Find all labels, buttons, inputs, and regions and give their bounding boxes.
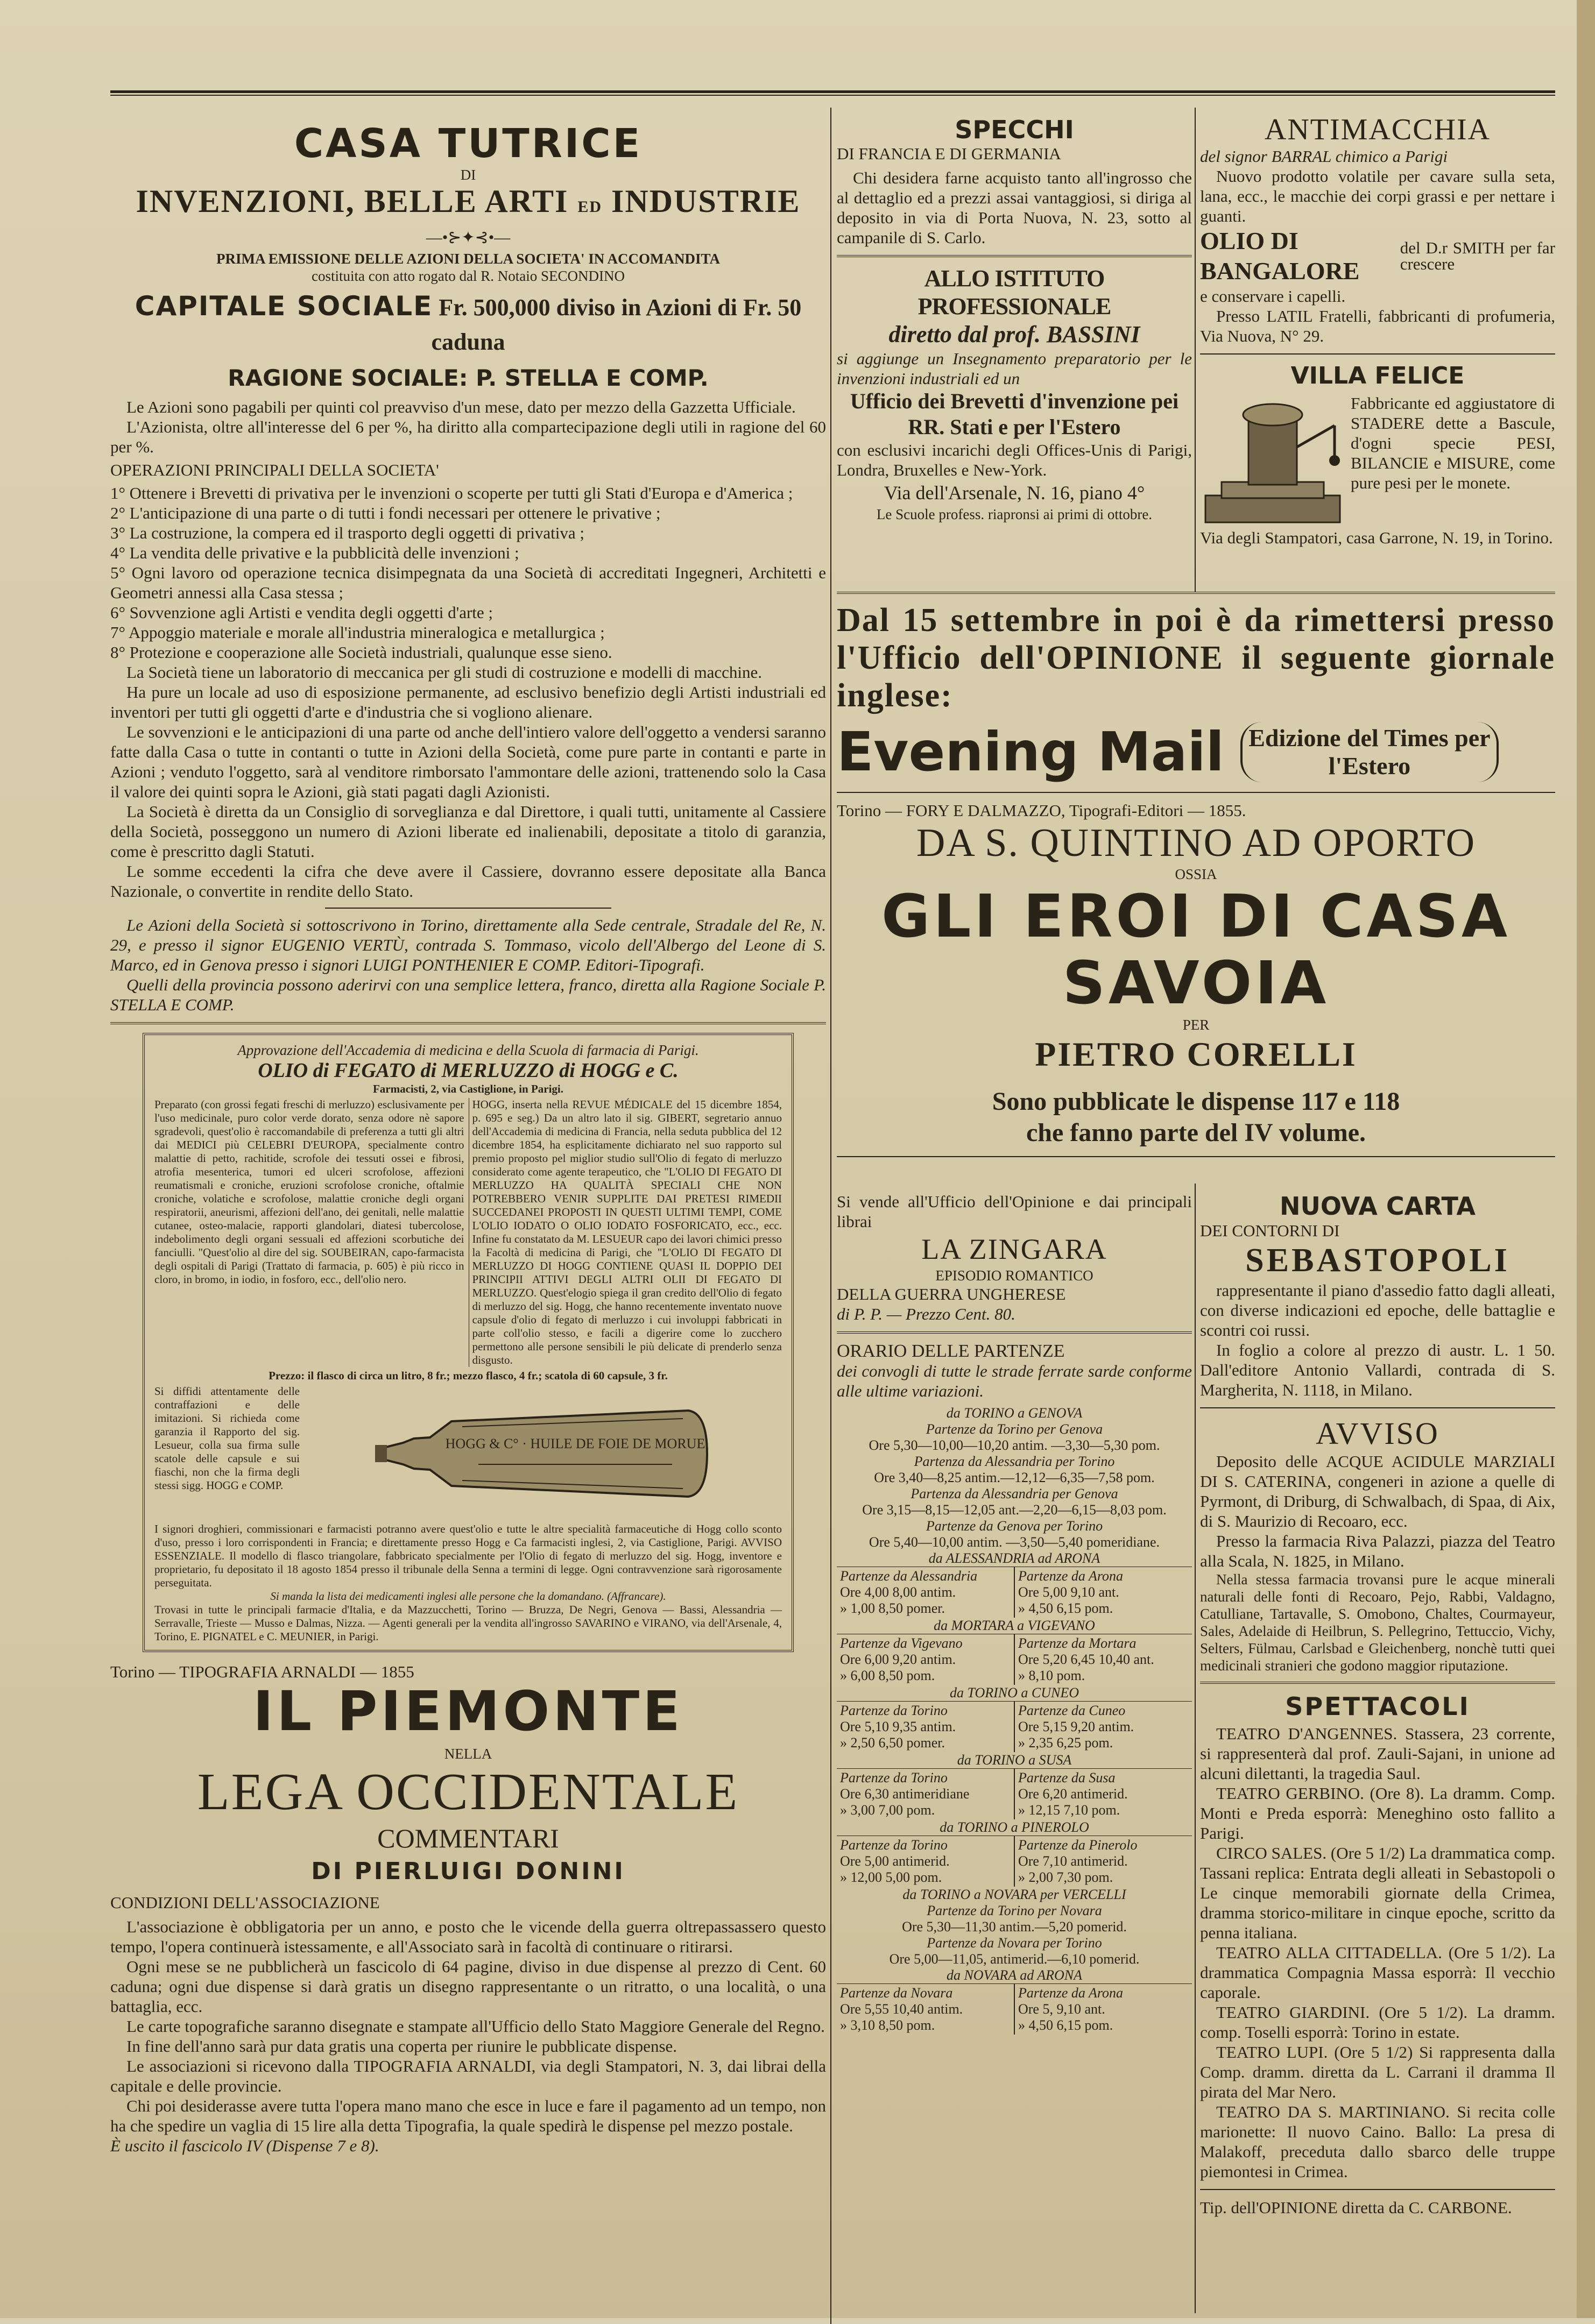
spettacoli-item: TEATRO LUPI. (Ore 5 1/2) Si rappresenta dalla Comp. dramm. diretta da L. Carrani il dramma Il pirata del Mar Nero. [1200, 2043, 1555, 2101]
istituto-text2: con esclusivi incarichi degli Offices-Unis di Parigi, Londra, Bruxelles e New-York. [837, 441, 1192, 479]
casa-ops-list [110, 483, 826, 662]
casa-di: DI [460, 167, 476, 183]
train-head: da TORINO a PINEROLO [940, 1819, 1089, 1835]
casa-capital [110, 289, 826, 359]
olio-list: Si manda la lista dei medicamenti inglesi alle persone che la domandano. (Affrancare). [270, 1590, 666, 1603]
train-section [837, 1752, 1192, 1819]
train-split [837, 1634, 1192, 1685]
train-line: Ore 5,30—10,00—10,20 antim. —3,30—5,30 pom. [869, 1437, 1160, 1453]
piemonte-conditions: CONDIZIONI DELL'ASSOCIAZIONE [110, 1893, 380, 1912]
train-split [837, 1701, 1192, 1752]
divider [1200, 2189, 1555, 2190]
specchi-text: Chi desidera farne acquisto tanto all'ingrosso che al dettaglio ed a prezzi assai vantaggiosi, si diriga al deposito in via di Porta Nuova, N. 23, sotto al campanile di S. Carlo. [837, 168, 1192, 247]
casa-op: 4° La vendita delle privative e la pubblicità delle invenzioni ; [110, 543, 519, 562]
quintino-author: PIETRO CORELLI [1035, 1035, 1357, 1073]
casa-notary: costituita con atto rogato dal R. Notaio SECONDINO [312, 268, 625, 284]
capital-text: Fr. 500,000 diviso in Azioni di Fr. 50 caduna [431, 294, 802, 355]
casa-op: 7° Appoggio materiale e morale all'industria mineralogica e metallurgica ; [110, 623, 605, 642]
antimacchia-title: ANTIMACCHIA [1264, 113, 1491, 146]
scale-illustration [1200, 393, 1345, 528]
train-left: Partenze da Alessandria [840, 1568, 978, 1584]
istituto-note: Le Scuole profess. riapronsi ai primi di ottobre. [876, 506, 1153, 522]
olio-bottle-row [154, 1385, 782, 1522]
train-left: » 12,00 5,00 pom. [840, 1869, 942, 1885]
train-left: » 2,50 6,50 pomer. [840, 1735, 945, 1751]
train-right: Partenze da Cuneo [1018, 1703, 1126, 1718]
casa-p3: La Società tiene un laboratorio di meccanica per gli studi di costruzione e modelli di macchine. [126, 663, 763, 682]
olio-bottom: I signori droghieri, commissionari e farmacisti potranno avere quest'olio e tutte le altre specialità farmaceutiche di Hogg collo sconto d'uso, presso i loro corrispondenti in Francia; e direttamente presso Hogg e Ca farmacisti inglesi, 2, via Castiglione, Parigi. AVVISO ESSENZIALE. Il modello di flasco triangolare, fabbricato specialmente per l'Olio di fegato di merluzzo del sig. Hogg, inventore e proprietario, fu depositato il 18 agosto 1854 presso il tribunale della Senna a termini di legge. Ogni contravvenzione sarà rigorosamente perseguitata. [154, 1522, 782, 1589]
casa-op: 8° Protezione e cooperazione alle Società industriali, qualunque esse sieno. [110, 643, 612, 662]
casa-op: 3° La costruzione, la compera ed il trasporto degli oggetti di privativa ; [110, 523, 584, 542]
piemonte-para: Ogni mese se ne pubblicherà un fascicolo di 64 pagine, diviso in due dispense al prezzo di Cent. 60 caduna; ogni due dispense si darà gratis un disegno rappresentante o un ritratto, o una località, o una battaglia, ecc. [110, 1957, 826, 2016]
column-right-lower [1200, 1192, 1555, 2217]
quintino-title: DA S. QUINTINO AD OPORTO [916, 821, 1476, 865]
casa-p9: Quelli della provincia possono aderirvi con una semplice lettera, franco, diretta alla Ragione Sociale P. STELLA E COMP. [110, 975, 826, 1014]
antimacchia-text: Nuovo prodotto volatile per cavare sulla seta, lana, ecc., le macchie dei corpi grassi e per nettare i guanti. [1200, 167, 1555, 225]
quintino-pub2: che fanno parte del IV volume. [1026, 1118, 1366, 1147]
column-right-top [1200, 113, 1555, 548]
train-right: Ore 5,00 9,10 ant. [1018, 1584, 1119, 1600]
zingara-sub2: DELLA GUERRA UNGHERESE [837, 1285, 1066, 1303]
orario-title: ORARIO DELLE PARTENZE [837, 1341, 1065, 1361]
villa-address: Via degli Stampatori, casa Garrone, N. 19, in Torino. [1200, 528, 1553, 547]
train-right: Partenze da Susa [1018, 1770, 1116, 1785]
column-middle-lower [837, 1192, 1192, 2035]
page-edge [1577, 0, 1595, 2318]
carta-text: rappresentante il piano d'assedio fatto dagli alleati, con diverse indicazioni ed epoche, delle battaglie e scontri coi russi. [1200, 1281, 1555, 1340]
casa-p5: Le sovvenzioni e le anticipazioni di una parte od anche dell'intiero valore dell'oggetto a vendersi saranno fatte dalla Casa o tutte in contanti o tutte in Azioni della Società, come pure parte in contanti e parte in Azioni ; venduto l'oggetto, sarà al venditore rimborsato l'ammontare delle azioni, trattenendo solo la Casa il valore dei quinti sopra le Azioni, già stati pagati dagli Azionisti. [110, 722, 826, 801]
train-line: Ore 5,30—11,30 antim.—5,20 pomerid. [902, 1919, 1127, 1935]
train-right: Ore 5, 9,10 ant. [1018, 2001, 1105, 2017]
casa-p2: L'Azionista, oltre all'interesse del 6 per %, ha diritto alla compartecipazione degli utili in ragione del 60 per %. [110, 417, 826, 456]
casa-subtitle-ed: ED [577, 198, 603, 216]
train-left: Ore 5,55 10,40 antim. [840, 2001, 963, 2017]
casa-op: 1° Ottenere i Brevetti di privativa per le invenzioni o scoperte per tutti gli Stati d'Europa e d'America ; [110, 484, 793, 502]
olio-title: OLIO di FEGATO di MERLUZZO di HOGG e C. [258, 1059, 679, 1082]
carta-place: SEBASTOPOLI [1245, 1242, 1510, 1279]
divider [1200, 1407, 1555, 1408]
train-left: » 6,00 8,50 pom. [840, 1668, 935, 1683]
piemonte-nella: NELLA [444, 1746, 492, 1762]
casa-p8: Le Azioni della Società si sottoscrivono in Torino, direttamente alla Sede centrale, Stradale del Re, N. 29, e presso il signor EUGENIO VERTÙ, contrada S. Tommaso, vicolo dell'Albergo del Leone di S. Marco, ed in Genova presso i signori LUIGI PONTHENIER E COMP. Editori-Tipografi. [110, 916, 826, 974]
casa-subtitle-b: INDUSTRIE [611, 183, 801, 219]
train-line: Ore 3,15—8,15—12,05 ant.—2,20—6,15—8,03 pom. [862, 1502, 1167, 1518]
casa-p1: Le Azioni sono pagabili per quinti col preavviso d'un mese, dato per mezzo della Gazzetta Ufficiale. [126, 398, 796, 416]
olio-subtitle: Farmacisti, 2, via Castiglione, in Parigi. [372, 1082, 564, 1095]
train-line: Ore 5,00—11,05, antimerid.—6,10 pomerid. [889, 1951, 1140, 1967]
olio-advert [143, 1033, 794, 1652]
quintino-ossia: OSSIA [1175, 866, 1217, 882]
divider [110, 1022, 826, 1024]
quintino-imprint: Torino — FORY E DALMAZZO, Tipografi-Editori — 1855. [837, 801, 1246, 820]
casa-op: 2° L'anticipazione di una parte o di tutti i fondi necessari per ottenere le privative ; [110, 504, 661, 522]
capital-label: CAPITALE SOCIALE [135, 290, 433, 322]
istituto-ufficio: Ufficio dei Brevetti d'invenzione pei RR. Stati e per l'Estero [850, 389, 1179, 439]
piemonte-para: L'associazione è obbligatoria per un anno, e posto che le vicende della guerra oltrepassassero questo tempo, l'opera continuerà istessamente, e all'Associato sarà in facoltà di continuare o ritirarsi. [110, 1917, 826, 1956]
divider [837, 792, 1555, 793]
bangalore-title: OLIO DI BANGALORE [1200, 227, 1360, 285]
train-head: da TORINO a CUNEO [949, 1685, 1079, 1701]
train-right: » 4,50 6,15 pom. [1018, 2017, 1113, 2033]
train-line: Ore 5,40—10,00 antim. —3,50—5,40 pomeridiane. [869, 1534, 1160, 1550]
train-left: Partenze da Novara [840, 1985, 953, 2001]
piemonte-para: In fine dell'anno sarà pur data gratis una coperta per riunire le pubblicate dispense. [126, 2037, 677, 2056]
train-right: Ore 5,15 9,20 antim. [1018, 1719, 1134, 1734]
carta-title: NUOVA CARTA [1280, 1192, 1476, 1221]
antimacchia-by: del signor BARRAL chimico a Parigi [1200, 147, 1448, 166]
spettacoli-item: TEATRO D'ANGENNES. Stassera, 23 corrente, si rappresenterà dal prof. Zauli-Sajani, in unione ad alcuni dilettanti, la tragedia Saul. [1200, 1724, 1555, 1783]
train-right: » 12,15 7,10 pom. [1018, 1802, 1120, 1818]
train-head: da NOVARA ad ARONA [946, 1967, 1083, 1983]
casa-subtitle [110, 183, 826, 225]
casa-op: 5° Ogni lavoro od operazione tecnica disimpegnata da una Società di accreditati Ingegneri, Architetti e Geometri annessi alla Casa stessa ; [110, 563, 826, 602]
column-left [110, 121, 826, 2156]
footer-imprint: Tip. dell'OPINIONE diretta da C. CARBONE. [1200, 2198, 1512, 2217]
train-line: Ore 3,40—8,25 antim.—12,12—6,35—7,58 pom. [874, 1470, 1155, 1485]
ornament: —•⊱✦⊰•— [426, 229, 511, 246]
casa-ragione: RAGIONE SOCIALE: P. STELLA E COMP. [228, 365, 709, 391]
train-head: da MORTARA a VIGEVANO [934, 1618, 1095, 1633]
train-head: da ALESSANDRIA ad ARONA [928, 1550, 1100, 1566]
divider [837, 255, 1192, 257]
train-left: Ore 6,30 antimeridiane [840, 1786, 970, 1802]
train-left: » 3,00 7,00 pom. [840, 1802, 935, 1818]
quintino-eroi: GLI EROI DI CASA SAVOIA [881, 882, 1511, 1017]
avviso-text: Deposito delle ACQUE ACIDULE MARZIALI DI S. CATERINA, congeneri in azione a quelle di Pyrmont, di Driburg, di Schwalbach, di Spaa, di Aix, di S. Maurizio di Recoaro, ecc. [1200, 1452, 1555, 1531]
olio-col1: Preparato (con grossi fegati freschi di merluzzo) esclusivamente per l'uso medicinale, puro color verde dorato, senza odore nè sapore sgradevoli, quest'olio è raccomandabile di preferenza a tutti gli altri dai MEDICI più CELEBRI D'EUROPA, specialmente contro malattie di petto, rachitide, scrofole dei tessuti ossei e fibrosi, atrofia mesenterica, tumori ed ulceri scrofolose, affezioni reumatismali e croniche, eruzioni scrofolose croniche, oftalmie croniche, volatiche e scrofolose, malattie croniche degli organi respiratorii, aneurismi, affezioni dell'ano, dei genitali, nelle malattie cutanee, osteo-malacie, rapporti glandolari, diatesi tubercolose, indebolimento degli organi sessuali ed affezioni scorbutiche dei fanciulli. "Quest'olio al dire del sig. SOUBEIRAN, capo-farmacista degli ospitali di Parigi (Trattato di farmacia, p. 605) è più ricco in cloro, in bromo, in iodio, in fosforo, ecc., dell'olio nero. [154, 1098, 464, 1286]
divider [837, 1156, 1555, 1157]
olio-approval: Approvazione dell'Accademia di medicina e della Scuola di farmacia di Parigi. [237, 1042, 699, 1058]
train-section [837, 1887, 1192, 1967]
zingara-title: LA ZINGARA [921, 1233, 1107, 1265]
train-left: » 3,10 8,50 pom. [840, 2017, 935, 2033]
train-split [837, 1567, 1192, 1618]
specchi-title: SPECCHI [955, 115, 1074, 144]
quintino-pub1: Sono pubblicate le dispense 117 e 118 [992, 1087, 1400, 1116]
train-section [837, 1967, 1192, 2035]
train-left: Partenze da Torino [840, 1770, 948, 1785]
column-middle-top [837, 116, 1192, 523]
piemonte-author: DI PIERLUIGI DONINI [311, 1858, 625, 1885]
casa-subtitle-a: INVENZIONI, BELLE ARTI [136, 183, 569, 219]
divider [837, 592, 1555, 594]
spettacoli-item: TEATRO ALLA CITTADELLA. (Ore 5 1/2). La drammatica Compagnia Massa esporrà: Il vecchio caporale. [1200, 1943, 1555, 2002]
train-line: Partenza da Alessandria per Genova [911, 1486, 1118, 1501]
divider [837, 1331, 1192, 1334]
casa-op: 6° Sovvenzione agli Artisti e vendita degli oggetti d'arte ; [110, 603, 493, 622]
train-right: Ore 5,20 6,45 10,40 ant. [1018, 1652, 1154, 1667]
casa-p7: Le somme eccedenti la cifra che deve avere il Cassiere, dovranno essere depositate alla Banca Nazionale, o convertite in rendite dello Stato. [110, 862, 826, 901]
train-section [837, 1618, 1192, 1685]
piemonte-lega: LEGA OCCIDENTALE [197, 1763, 739, 1821]
istituto-title: ALLO ISTITUTO PROFESSIONALE [918, 265, 1111, 320]
bottle-label: HOGG & C° · HUILE DE FOIE DE MORUE [445, 1436, 705, 1451]
zingara-intro: Si vende all'Ufficio dell'Opinione e dai principali librai [837, 1192, 1192, 1231]
train-left: Ore 5,10 9,35 antim. [840, 1719, 956, 1734]
carta-sub: DEI CONTORNI DI [1200, 1221, 1340, 1240]
piemonte-title: IL PIEMONTE [253, 1680, 683, 1744]
specchi-subtitle: DI FRANCIA E DI GERMANIA [837, 144, 1061, 163]
avviso-title: AVVISO [1316, 1416, 1439, 1451]
train-right: » 8,10 pom. [1018, 1668, 1085, 1683]
train-right: Partenze da Pinerolo [1018, 1837, 1138, 1853]
train-line: Partenza da Alessandria per Torino [914, 1454, 1115, 1469]
istituto-address: Via dell'Arsenale, N. 16, piano 4° [884, 482, 1145, 504]
olio-depots: Trovasi in tutte le principali farmacie d'Italia, e da Mazzucchetti, Torino — Bruzza, De Negri, Genova — Bassi, Alessandria — Serravalle, Trieste — Musso e Dalmas, Nizza. — Agenti generali per la vendita all'ingrosso SAVARINO e VIRANO, via dell'Arsenale, 4, Torino, E. PIGNATEL e C. MEUNIER, in Parigi. [154, 1603, 782, 1643]
casa-p6: La Società è diretta da un Consiglio di sorveglianza e dal Direttore, i quali tutti, unitamente al Cassiere della Società, posseggono un numero di Azioni liberate ed inalienabili, depositate a titolo di garanzia, come è prescritto dagli Statuti. [110, 802, 826, 861]
piemonte-para: Chi poi desiderasse avere tutta l'opera mano mano che esce in luce e fare il pagamento ad un tempo, non ha che spedire un vaglia di 15 lire alla detta Tipografia, la quale spedirà le dispense pel mezzo postale. [110, 2096, 826, 2135]
train-right: Ore 6,20 antimerid. [1018, 1786, 1128, 1802]
column-rule-a [830, 108, 831, 2324]
train-right: Partenze da Mortara [1018, 1635, 1137, 1651]
train-left: » 1,00 8,50 pomer. [840, 1600, 945, 1616]
top-rule [110, 90, 1555, 96]
villa-row [1200, 393, 1555, 528]
piemonte-uscito: È uscito il fascicolo IV (Dispense 7 e 8). [110, 2136, 379, 2155]
train-section [837, 1685, 1192, 1752]
casa-emission: PRIMA EMISSIONE DELLE AZIONI DELLA SOCIETA' IN ACCOMANDITA [216, 251, 720, 267]
train-line: Partenze da Genova per Torino [926, 1518, 1103, 1534]
casa-ops-title: OPERAZIONI PRINCIPALI DELLA SOCIETA' [110, 460, 439, 479]
piemonte-imprint: Torino — TIPOGRAFIA ARNALDI — 1855 [110, 1662, 414, 1681]
spettacoli-title: SPETTACOLI [1285, 1692, 1470, 1721]
istituto-diretto: diretto dal prof. BASSINI [888, 321, 1140, 348]
antimacchia-text2: e conservare i capelli. [1200, 287, 1346, 306]
piemonte-para: Le associazioni si ricevono dalla TIPOGRAFIA ARNALDI, via degli Stampatori, N. 3, dai librai della capitale e delle provincie. [110, 2057, 826, 2095]
quintino-per: PER [1182, 1017, 1210, 1033]
train-left: Partenze da Torino [840, 1703, 948, 1718]
evening-lead: Dal 15 settembre in poi è da rimettersi presso l'Ufficio dell'OPINIONE il seguente giornale inglese: [837, 602, 1555, 714]
train-left: Partenze da Vigevano [840, 1635, 963, 1651]
avviso-text3: Nella stessa farmacia trovansi pure le acque minerali naturali delle fonti di Recoaro, Pejo, Rabbi, Valdagno, Catulliane, Tartavalle, S. Omobono, Chaltes, Courmayeur, Sales, Adelaide di Heilbrun, S. Pellegrino, Tettuccio, Vichy, Selters, Fülmau, Carlsbad e Gleichenberg, nonchè tutti quei medicinali stranieri che godono maggior riputazione. [1200, 1571, 1555, 1674]
villa-text: Fabbricante ed aggiustatore di STADERE dette a Bascule, d'ogni specie PESI, BILANCIE e MISURE, come pure pesi per le monete. [1351, 394, 1555, 492]
train-right: » 4,50 6,15 pom. [1018, 1600, 1113, 1616]
column-rule-c [1195, 1184, 1196, 2313]
train-split [837, 1983, 1192, 2035]
spettacoli-item: TEATRO DA S. MARTINIANO. Si recita colle marionette: Il nuovo Caino. Ballo: La presa di Malakoff, preceduta dallo sbarco delle truppe piemontesi in Crimea. [1200, 2102, 1555, 2181]
antimacchia-text3: Presso LATIL Fratelli, fabbricanti di profumeria, Via Nuova, N° 29. [1200, 307, 1555, 345]
train-split [837, 1836, 1192, 1887]
olio-price: Prezzo: il flasco di circa un litro, 8 fr.; mezzo flasco, 4 fr.; scatola di 60 capsule, 3 fr. [269, 1369, 668, 1382]
piemonte-para: Le carte topografiche saranno disegnate e stampate all'Ufficio dello Stato Maggiore Generale del Regno. [126, 2017, 825, 2036]
evening-title: Evening Mail [837, 720, 1224, 783]
train-right: Ore 7,10 antimerid. [1018, 1853, 1128, 1869]
olio-columns [154, 1098, 782, 1367]
olio-beside-bottle: Si diffidi attentamente delle contraffazioni e delle imitazioni. Si richieda come garanzia il Rapporto del sig. Lesueur, colla sua firma sulle scatole delle capsule e sui fiaschi, non che la firma degli stessi sigg. HOGG e COMP. [154, 1385, 300, 1492]
spettacoli-item: CIRCO SALES. (Ore 5 1/2) La drammatica comp. Tassani replica: Entrata degli alleati in Sebastopoli o Le cinque memorabili giornate della Crimea, dramma storico-militare in cinque epoche, scritto da penna italiana. [1200, 1844, 1555, 1942]
bottle-illustration [371, 1389, 715, 1518]
evening-edition: Edizione del Times per l'Estero [1240, 722, 1499, 782]
train-right: Partenze da Arona [1018, 1568, 1123, 1584]
train-right: » 2,35 6,25 pom. [1018, 1735, 1113, 1751]
train-line: Partenze da Torino per Genova [926, 1421, 1103, 1437]
train-section [837, 1550, 1192, 1618]
train-head: da TORINO a GENOVA [946, 1405, 1083, 1421]
train-head: da TORINO a NOVARA per VERCELLI [902, 1887, 1126, 1902]
train-line: Partenze da Torino per Novara [927, 1903, 1102, 1918]
train-left: Ore 4,00 8,00 antim. [840, 1584, 956, 1600]
istituto-text1: si aggiunge un Insegnamento preparatorio per le invenzioni industriali ed un [837, 349, 1192, 388]
avviso-text2: Presso la farmacia Riva Palazzi, piazza del Teatro alla Scala, N. 1825, in Milano. [1200, 1532, 1555, 1570]
zingara-sub1: EPISODIO ROMANTICO [935, 1267, 1093, 1284]
casa-title: CASA TUTRICE [294, 121, 643, 167]
divider [1200, 353, 1555, 355]
bangalore-by: del D.r SMITH per far crescere [1400, 238, 1555, 273]
evening-row [837, 720, 1555, 784]
train-split [837, 1768, 1192, 1819]
train-left: Ore 5,00 antimerid. [840, 1853, 950, 1869]
train-line: Partenze da Novara per Torino [927, 1935, 1102, 1951]
train-right: » 2,00 7,30 pom. [1018, 1869, 1113, 1885]
bangalore-row [1200, 226, 1555, 286]
train-left: Ore 6,00 9,20 antim. [840, 1652, 956, 1667]
piemonte-commentari: COMMENTARI [377, 1823, 559, 1853]
train-section [837, 1405, 1192, 1550]
column-middle-wide [837, 592, 1555, 1165]
train-left: Partenze da Torino [840, 1837, 948, 1853]
spettacoli-item: TEATRO GERBINO. (Ore 8). La dramm. Comp. Monti e Preda esporrà: Meneghino osto fallito a Parigi. [1200, 1784, 1555, 1843]
olio-col2: HOGG, inserta nella REVUE MÉDICALE del 15 dicembre 1854, p. 695 e seg.) Da un altro lato il sig. GIBERT, segretario annuo dell'Accademia di medicina di Francia, nella seduta pubblica del 12 dicembre 1854, ha esplicitamente dichiarato nel suo rapporto sul premio proposto pel miglior studio sull'Olio di fegato di merluzzo considerato come agente terapeutico, che "L'OLIO DI FEGATO DI MERLUZZO HA QUALITÀ SPECIALI CHE NON POTREBBERO VENIR SUPPLITE DAI PRETESI RIMEDII SUCCEDANEI PROPOSTI IN QUESTI ULTIMI TEMPI, COME L'OLIO IODATO O OLIO IODATO FOSFORICATO, ecc., ecc. Infine fu constatato da M. LESUEUR capo dei lavori chimici presso la Facoltà di medicina di Parigi, che "L'OLIO DI FEGATO DI MERLUZZO DI HOGG CONTIENE QUASI IL DOPPIO DEI PRINCIPII ATTIVI DEGLI ALTRI OLII DI FEGATO DI MERLUZZO. Quest'elogio spiega il gran credito dell'Olio di fegato di merluzzo del sig. Hogg, che hanno recentemente inventato nuove capsule d'olio di fegato di merluzzo i cui involuppi fabbricati in parte coll'olio stesso, e facili a digerire come lo zucchero permettono alle persone sensibili le più delicate di prenderlo senza disgusto. [469, 1098, 782, 1367]
train-head: da TORINO a SUSA [957, 1752, 1072, 1768]
train-right: Partenze da Arona [1018, 1985, 1123, 2001]
villa-title: VILLA FELICE [1290, 362, 1465, 389]
spettacoli-item: TEATRO GIARDINI. (Ore 5 1/2). La dramm. comp. Toselli esporrà: Torino in estate. [1200, 2003, 1555, 2042]
carta-text2: In foglio a colore al prezzo di austr. L. 1 50. Dall'editore Antonio Vallardi, contrada di S. Margherita, N. 1118, in Milano. [1200, 1341, 1555, 1399]
divider [325, 908, 611, 909]
train-section [837, 1819, 1192, 1887]
casa-p4: Ha pure un locale ad uso di esposizione permanente, ad esclusivo benefizio degli Artisti industriali ed inventori per tutti gli oggetti d'arte e d'industria che si vogliono alienare. [110, 683, 826, 721]
zingara-price: di P. P. — Prezzo Cent. 80. [837, 1305, 1015, 1323]
orario-sub: dei convogli di tutte le strade ferrate sarde conforme alle ultime variazioni. [837, 1362, 1192, 1400]
column-rule-b [1195, 108, 1196, 592]
divider [1200, 1682, 1555, 1684]
